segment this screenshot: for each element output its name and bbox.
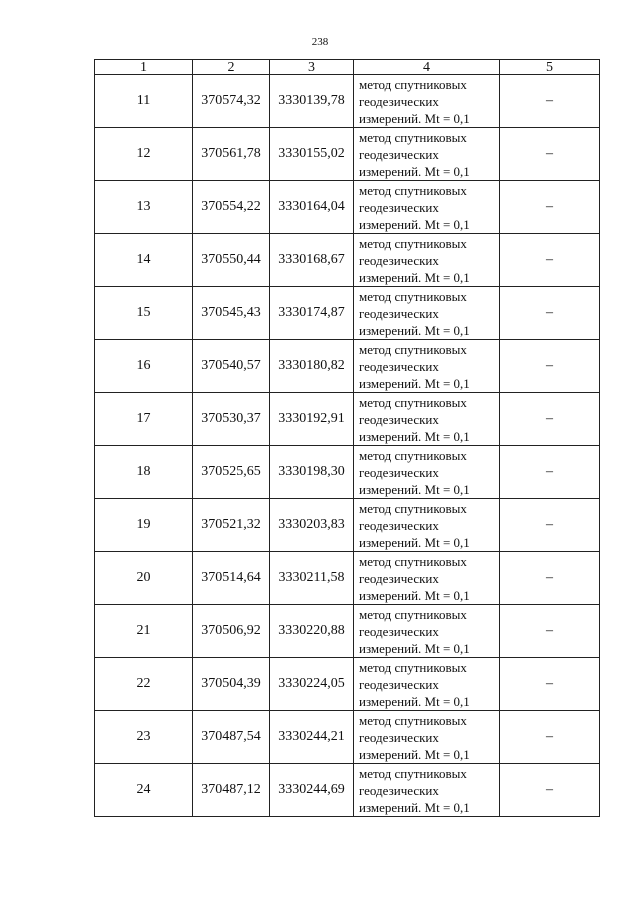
method-line: измерений. Mt = 0,1 xyxy=(359,746,470,762)
note-cell: – xyxy=(500,340,600,393)
x-coordinate-cell: 370545,43 xyxy=(193,287,270,340)
table-row xyxy=(95,181,600,234)
x-coordinate-cell: 370530,37 xyxy=(193,393,270,446)
method-line: измерений. Mt = 0,1 xyxy=(359,799,470,815)
method-cell xyxy=(354,287,500,340)
note-cell: – xyxy=(500,764,600,817)
coordinates-table xyxy=(94,59,600,817)
column-header-5: 5 xyxy=(500,60,600,75)
table-row xyxy=(95,287,600,340)
method-line: измерений. Mt = 0,1 xyxy=(359,163,470,179)
method-line: геодезических xyxy=(359,146,439,162)
method-line: измерений. Mt = 0,1 xyxy=(359,534,470,550)
x-coordinate-cell: 370550,44 xyxy=(193,234,270,287)
method-line: измерений. Mt = 0,1 xyxy=(359,481,470,497)
method-line: измерений. Mt = 0,1 xyxy=(359,640,470,656)
x-coordinate-cell: 370525,65 xyxy=(193,446,270,499)
x-coordinate-cell: 370514,64 xyxy=(193,552,270,605)
method-line: измерений. Mt = 0,1 xyxy=(359,587,470,603)
method-line: метод спутниковых xyxy=(359,341,467,357)
method-line: измерений. Mt = 0,1 xyxy=(359,428,470,444)
method-cell xyxy=(354,128,500,181)
note-cell: – xyxy=(500,605,600,658)
method-line: геодезических xyxy=(359,782,439,798)
note-cell: – xyxy=(500,287,600,340)
note-cell: – xyxy=(500,128,600,181)
point-number-cell: 24 xyxy=(95,764,193,817)
method-line: метод спутниковых xyxy=(359,235,467,251)
method-line: геодезических xyxy=(359,676,439,692)
table-row xyxy=(95,605,600,658)
method-line: геодезических xyxy=(359,623,439,639)
method-cell xyxy=(354,764,500,817)
column-header-4: 4 xyxy=(354,60,500,75)
x-coordinate-cell: 370487,12 xyxy=(193,764,270,817)
method-cell xyxy=(354,711,500,764)
column-header-2: 2 xyxy=(193,60,270,75)
point-number-cell: 13 xyxy=(95,181,193,234)
y-coordinate-cell: 3330244,69 xyxy=(270,764,354,817)
table-row xyxy=(95,340,600,393)
method-cell xyxy=(354,75,500,128)
method-line: измерений. Mt = 0,1 xyxy=(359,269,470,285)
method-cell xyxy=(354,658,500,711)
x-coordinate-cell: 370561,78 xyxy=(193,128,270,181)
method-line: метод спутниковых xyxy=(359,447,467,463)
point-number-cell: 15 xyxy=(95,287,193,340)
column-header-3: 3 xyxy=(270,60,354,75)
x-coordinate-cell: 370487,54 xyxy=(193,711,270,764)
point-number-cell: 21 xyxy=(95,605,193,658)
note-cell: – xyxy=(500,711,600,764)
method-line: метод спутниковых xyxy=(359,76,467,92)
y-coordinate-cell: 3330139,78 xyxy=(270,75,354,128)
method-line: метод спутниковых xyxy=(359,500,467,516)
note-cell: – xyxy=(500,181,600,234)
note-cell: – xyxy=(500,75,600,128)
method-line: измерений. Mt = 0,1 xyxy=(359,693,470,709)
y-coordinate-cell: 3330220,88 xyxy=(270,605,354,658)
y-coordinate-cell: 3330180,82 xyxy=(270,340,354,393)
note-cell: – xyxy=(500,234,600,287)
table-row xyxy=(95,552,600,605)
point-number-cell: 17 xyxy=(95,393,193,446)
page-number: 238 xyxy=(311,36,329,48)
method-cell xyxy=(354,393,500,446)
note-cell: – xyxy=(500,393,600,446)
method-line: геодезических xyxy=(359,93,439,109)
y-coordinate-cell: 3330244,21 xyxy=(270,711,354,764)
method-line: измерений. Mt = 0,1 xyxy=(359,216,470,232)
method-line: метод спутниковых xyxy=(359,712,467,728)
method-cell xyxy=(354,446,500,499)
point-number-cell: 23 xyxy=(95,711,193,764)
point-number-cell: 12 xyxy=(95,128,193,181)
header-row xyxy=(95,60,600,75)
method-line: геодезических xyxy=(359,358,439,374)
method-line: измерений. Mt = 0,1 xyxy=(359,322,470,338)
method-line: метод спутниковых xyxy=(359,553,467,569)
method-line: метод спутниковых xyxy=(359,288,467,304)
table-row xyxy=(95,711,600,764)
y-coordinate-cell: 3330164,04 xyxy=(270,181,354,234)
method-line: метод спутниковых xyxy=(359,606,467,622)
table-row xyxy=(95,499,600,552)
method-cell xyxy=(354,499,500,552)
method-line: метод спутниковых xyxy=(359,659,467,675)
y-coordinate-cell: 3330211,58 xyxy=(270,552,354,605)
x-coordinate-cell: 370504,39 xyxy=(193,658,270,711)
method-cell xyxy=(354,181,500,234)
method-cell xyxy=(354,552,500,605)
table-row xyxy=(95,393,600,446)
column-header-1: 1 xyxy=(95,60,193,75)
method-line: метод спутниковых xyxy=(359,765,467,781)
note-cell: – xyxy=(500,552,600,605)
point-number-cell: 11 xyxy=(95,75,193,128)
note-cell: – xyxy=(500,446,600,499)
table-body xyxy=(95,75,600,817)
method-line: геодезических xyxy=(359,305,439,321)
method-line: геодезических xyxy=(359,252,439,268)
point-number-cell: 16 xyxy=(95,340,193,393)
x-coordinate-cell: 370540,57 xyxy=(193,340,270,393)
y-coordinate-cell: 3330203,83 xyxy=(270,499,354,552)
y-coordinate-cell: 3330198,30 xyxy=(270,446,354,499)
method-line: геодезических xyxy=(359,570,439,586)
method-cell xyxy=(354,605,500,658)
y-coordinate-cell: 3330224,05 xyxy=(270,658,354,711)
method-line: геодезических xyxy=(359,517,439,533)
method-line: метод спутниковых xyxy=(359,394,467,410)
y-coordinate-cell: 3330155,02 xyxy=(270,128,354,181)
x-coordinate-cell: 370574,32 xyxy=(193,75,270,128)
table-row xyxy=(95,128,600,181)
point-number-cell: 14 xyxy=(95,234,193,287)
x-coordinate-cell: 370554,22 xyxy=(193,181,270,234)
method-cell xyxy=(354,234,500,287)
note-cell: – xyxy=(500,499,600,552)
point-number-cell: 19 xyxy=(95,499,193,552)
point-number-cell: 18 xyxy=(95,446,193,499)
method-cell xyxy=(354,340,500,393)
note-cell: – xyxy=(500,658,600,711)
method-line: геодезических xyxy=(359,729,439,745)
table-row xyxy=(95,75,600,128)
x-coordinate-cell: 370521,32 xyxy=(193,499,270,552)
method-line: геодезических xyxy=(359,411,439,427)
x-coordinate-cell: 370506,92 xyxy=(193,605,270,658)
y-coordinate-cell: 3330168,67 xyxy=(270,234,354,287)
method-line: метод спутниковых xyxy=(359,182,467,198)
y-coordinate-cell: 3330174,87 xyxy=(270,287,354,340)
method-line: измерений. Mt = 0,1 xyxy=(359,375,470,391)
table-row xyxy=(95,446,600,499)
table-row xyxy=(95,234,600,287)
y-coordinate-cell: 3330192,91 xyxy=(270,393,354,446)
table-row xyxy=(95,658,600,711)
point-number-cell: 20 xyxy=(95,552,193,605)
method-line: геодезических xyxy=(359,464,439,480)
point-number-cell: 22 xyxy=(95,658,193,711)
method-line: метод спутниковых xyxy=(359,129,467,145)
method-line: геодезических xyxy=(359,199,439,215)
method-line: измерений. Mt = 0,1 xyxy=(359,110,470,126)
table-row xyxy=(95,764,600,817)
table-header xyxy=(95,60,600,75)
